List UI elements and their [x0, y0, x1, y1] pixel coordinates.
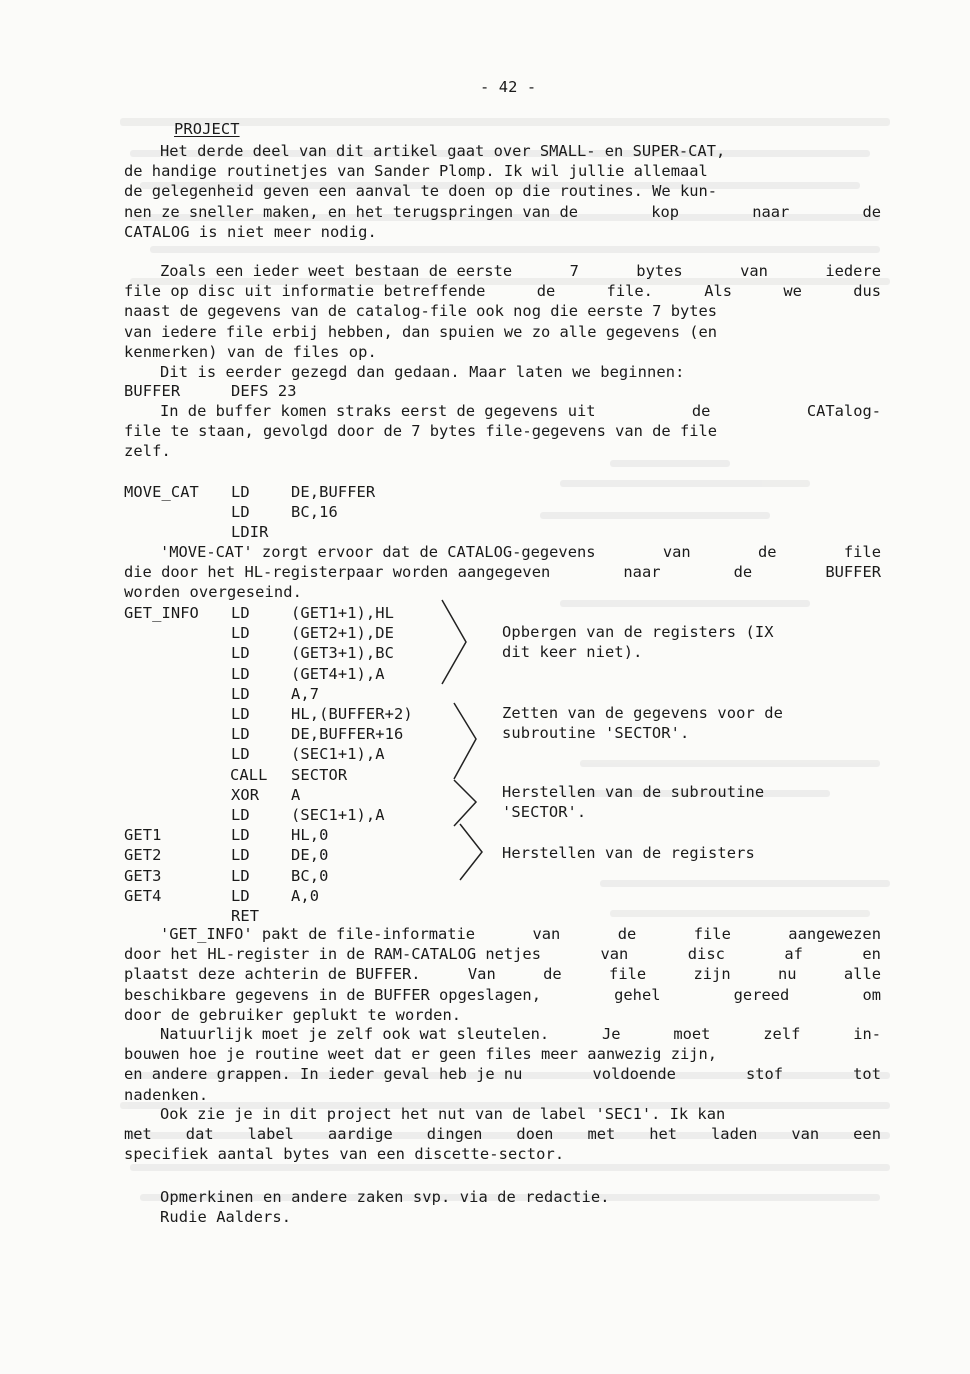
- text-segment: de: [543, 965, 562, 984]
- text-line: [124, 1124, 881, 1144]
- code-op: LD: [231, 604, 250, 622]
- text-segment: file: [609, 965, 647, 984]
- text-segment: het: [649, 1125, 678, 1144]
- text-segment: van: [740, 262, 768, 280]
- code-op: LD: [231, 826, 250, 845]
- text-line: [124, 161, 881, 181]
- text-segment: BUFFER: [825, 563, 881, 582]
- text-segment: Zoals een ieder weet bestaan de eerste: [160, 262, 513, 280]
- text-segment: Dit is eerder gezegd dan gedaan. Maar laten we beginnen:: [160, 363, 685, 381]
- text-segment: bouwen hoe je routine weet dat er geen files meer aanwezig zijn,: [124, 1045, 718, 1064]
- text-segment: dus: [853, 282, 881, 301]
- code-op: LD: [231, 483, 250, 501]
- text-segment: specifiek aantal bytes van een discette-sector.: [124, 1145, 565, 1164]
- code-label: GET2: [124, 846, 162, 865]
- code-op: LD: [231, 644, 250, 663]
- code-op: LDIR: [231, 523, 269, 542]
- text-segment: we: [783, 282, 802, 301]
- code-op: LD: [231, 866, 250, 885]
- text-line: [160, 141, 881, 161]
- code-label: GET_INFO: [124, 604, 199, 622]
- text-segment: dingen: [426, 1125, 483, 1144]
- text-segment: bytes: [636, 262, 683, 280]
- text-segment: die door het HL-registerpaar worden aangegeven: [124, 563, 551, 582]
- text-segment: beschikbare gegevens in de BUFFER opgeslagen,: [124, 985, 541, 1004]
- text-line: [124, 281, 881, 301]
- text-segment: CATALOG is niet meer nodig.: [124, 222, 377, 241]
- text-line: [124, 1085, 208, 1105]
- text-segment: file te staan, gevolgd door de 7 bytes file-gegevens van de file: [124, 422, 718, 441]
- code-arg: DE,BUFFER+16: [291, 725, 404, 744]
- text-segment: CATalog-: [806, 402, 881, 420]
- text-segment: de: [617, 925, 637, 943]
- text-segment: kop: [651, 202, 680, 221]
- text-segment: label: [247, 1125, 294, 1144]
- bracket-registers-save: [440, 598, 470, 688]
- text-line: [124, 1005, 461, 1025]
- text-line: [160, 542, 881, 562]
- text-line: [124, 964, 881, 984]
- code-arg: SECTOR: [291, 765, 348, 784]
- code-comment: subroutine 'SECTOR'.: [502, 724, 690, 743]
- text-segment: file: [693, 925, 731, 943]
- code-arg: (GET2+1),DE: [291, 624, 395, 643]
- buffer-label: BUFFER: [124, 382, 181, 400]
- text-line: [124, 944, 881, 964]
- text-line: [160, 1024, 881, 1044]
- text-segment: nu: [777, 965, 797, 984]
- text-segment: nadenken.: [124, 1085, 209, 1104]
- code-op: XOR: [231, 785, 260, 804]
- text-segment: naar: [752, 202, 790, 221]
- text-segment: naast de gegevens van de catalog-file ook nog die eerste 7 bytes: [124, 302, 718, 321]
- code-op: LD: [231, 684, 250, 703]
- text-line: [160, 362, 685, 382]
- text-line: [160, 261, 881, 281]
- text-segment: file op disc uit informatie betreffende: [124, 282, 486, 301]
- code-op: LD: [231, 705, 250, 723]
- text-segment: de: [862, 202, 881, 221]
- text-segment: zijn: [693, 965, 731, 984]
- text-segment: tot: [853, 1065, 881, 1084]
- code-op: CALL: [230, 765, 268, 784]
- code-op: LD: [231, 725, 250, 744]
- code-arg: A,7: [291, 684, 320, 703]
- text-segment: kenmerken) van de files op.: [124, 342, 377, 361]
- code-arg: DE,BUFFER: [291, 483, 376, 501]
- text-segment: zelf.: [124, 442, 171, 461]
- code-arg: (GET4+1),A: [291, 664, 385, 683]
- text-line: [160, 1187, 610, 1207]
- code-comment: dit keer niet).: [502, 643, 643, 662]
- text-segment: voldoende: [592, 1065, 676, 1084]
- code-label: GET3: [124, 866, 162, 885]
- text-segment: Rudie Aalders.: [160, 1208, 292, 1227]
- text-line: [124, 202, 881, 222]
- text-segment: van: [532, 925, 561, 943]
- text-segment: plaatst deze achterin de BUFFER.: [124, 965, 421, 984]
- text-segment: de: [691, 402, 711, 420]
- text-segment: van: [600, 945, 629, 964]
- text-line: [124, 985, 881, 1005]
- text-segment: Opmerkinen en andere zaken svp. via de redactie.: [160, 1188, 610, 1206]
- code-comment: Herstellen van de registers: [502, 844, 755, 862]
- page-number: - 42 -: [480, 78, 537, 96]
- text-line: [124, 1064, 881, 1084]
- text-segment: en: [862, 945, 881, 964]
- code-op: LD: [231, 664, 250, 683]
- code-label: GET1: [124, 826, 162, 845]
- code-op: LD: [231, 624, 250, 643]
- text-segment: file.: [606, 282, 653, 301]
- code-comment: Opbergen van de registers (IX: [502, 623, 774, 641]
- text-segment: Natuurlijk moet je zelf ook wat sleutelen.: [160, 1025, 550, 1043]
- code-arg: A,0: [291, 886, 320, 905]
- text-line: [124, 562, 881, 582]
- text-segment: Als: [704, 282, 733, 301]
- text-segment: 7: [569, 262, 579, 280]
- text-line: [124, 1044, 881, 1064]
- code-op: LD: [231, 503, 250, 522]
- text-segment: de handige routinetjes van Sander Plomp. Ik wil jullie allemaal: [124, 162, 708, 181]
- text-segment: met: [587, 1125, 616, 1144]
- text-segment: dat: [185, 1125, 214, 1144]
- code-op: LD: [231, 745, 250, 764]
- text-segment: de: [733, 563, 753, 582]
- text-segment: aangewezen: [788, 925, 881, 943]
- text-line: [124, 222, 377, 242]
- code-op: RET: [231, 907, 260, 925]
- code-op: LD: [231, 846, 250, 865]
- code-comment: Zetten van de gegevens voor de: [502, 704, 783, 722]
- text-segment: en andere grappen. In ieder geval heb je nu: [124, 1065, 523, 1084]
- text-line: [124, 1144, 564, 1164]
- text-line: [124, 301, 881, 321]
- text-segment: de: [536, 282, 556, 301]
- text-line: [124, 322, 881, 342]
- code-arg: HL,0: [291, 826, 329, 845]
- code-arg: BC,16: [291, 503, 338, 522]
- text-segment: nen ze sneller maken, en het terugspringen van de: [124, 202, 579, 221]
- code-arg: BC,0: [291, 866, 329, 885]
- text-segment: moet: [673, 1025, 711, 1043]
- text-segment: 'MOVE-CAT' zorgt ervoor dat de CATALOG-gegevens: [160, 543, 596, 561]
- code-label: GET4: [124, 886, 162, 905]
- text-segment: om: [862, 985, 881, 1004]
- code-arg: DE,0: [291, 846, 329, 865]
- text-segment: 'GET_INFO' pakt de file-informatie: [160, 925, 476, 943]
- page-heading: PROJECT: [174, 120, 240, 138]
- text-segment: door het HL-register in de RAM-CATALOG netjes: [124, 945, 541, 964]
- text-segment: af: [784, 945, 803, 964]
- text-segment: file: [843, 543, 881, 561]
- text-segment: van: [662, 543, 691, 561]
- text-segment: naar: [623, 563, 661, 582]
- code-arg: (GET3+1),BC: [291, 644, 395, 663]
- code-op: LD: [231, 806, 250, 824]
- code-arg: (SEC1+1),A: [291, 745, 385, 764]
- code-comment: Herstellen van de subroutine: [502, 783, 765, 801]
- text-segment: zelf: [763, 1025, 801, 1043]
- text-line: [124, 342, 377, 362]
- text-segment: iedere: [825, 262, 881, 280]
- text-segment: Je: [602, 1025, 621, 1043]
- text-segment: stof: [746, 1065, 784, 1084]
- code-comment: 'SECTOR'.: [502, 803, 587, 822]
- text-segment: doen: [516, 1125, 554, 1144]
- text-segment: gehel: [614, 985, 661, 1004]
- text-segment: door de gebruiker geplukt te worden.: [124, 1005, 462, 1024]
- text-segment: disc: [687, 945, 725, 964]
- code-op: LD: [231, 886, 250, 905]
- code-label: MOVE_CAT: [124, 483, 199, 501]
- text-segment: In de buffer komen straks eerst de gegevens uit: [160, 402, 596, 420]
- text-segment: met: [124, 1125, 152, 1144]
- code-arg: HL,(BUFFER+2): [291, 705, 413, 723]
- bracket-sector-params: [452, 701, 482, 783]
- text-segment: de: [758, 543, 777, 561]
- text-segment: de gelegenheid geven een aanval te doen op die routines. We kun-: [124, 182, 718, 201]
- text-line: [160, 924, 881, 944]
- text-segment: Ook zie je in dit project het nut van de label 'SEC1'. Ik kan: [160, 1105, 726, 1123]
- text-segment: in-: [853, 1025, 881, 1043]
- code-arg: (SEC1+1),A: [291, 806, 385, 824]
- buffer-instruction: DEFS 23: [231, 382, 297, 400]
- bracket-registers-restore: [458, 822, 488, 884]
- text-segment: worden overgeseind.: [124, 583, 302, 602]
- code-arg: A: [291, 785, 301, 804]
- text-segment: aardige: [327, 1125, 393, 1144]
- text-segment: gereed: [733, 985, 790, 1004]
- text-line: [124, 421, 881, 441]
- text-line: [160, 1207, 291, 1227]
- text-segment: van iedere file erbij hebben, dan spuien we zo alle gegevens (en: [124, 322, 718, 341]
- text-segment: van: [791, 1125, 820, 1144]
- text-segment: Het derde deel van dit artikel gaat over SMALL- en SUPER-CAT,: [160, 142, 726, 160]
- text-segment: laden: [711, 1125, 758, 1144]
- text-line: [124, 181, 881, 201]
- text-segment: Van: [467, 965, 496, 984]
- text-line: [124, 441, 171, 461]
- text-line: [160, 401, 881, 421]
- text-line: [160, 1104, 881, 1124]
- text-line: [124, 582, 302, 602]
- text-segment: alle: [843, 965, 881, 984]
- code-arg: (GET1+1),HL: [291, 604, 395, 622]
- text-segment: een: [853, 1125, 881, 1144]
